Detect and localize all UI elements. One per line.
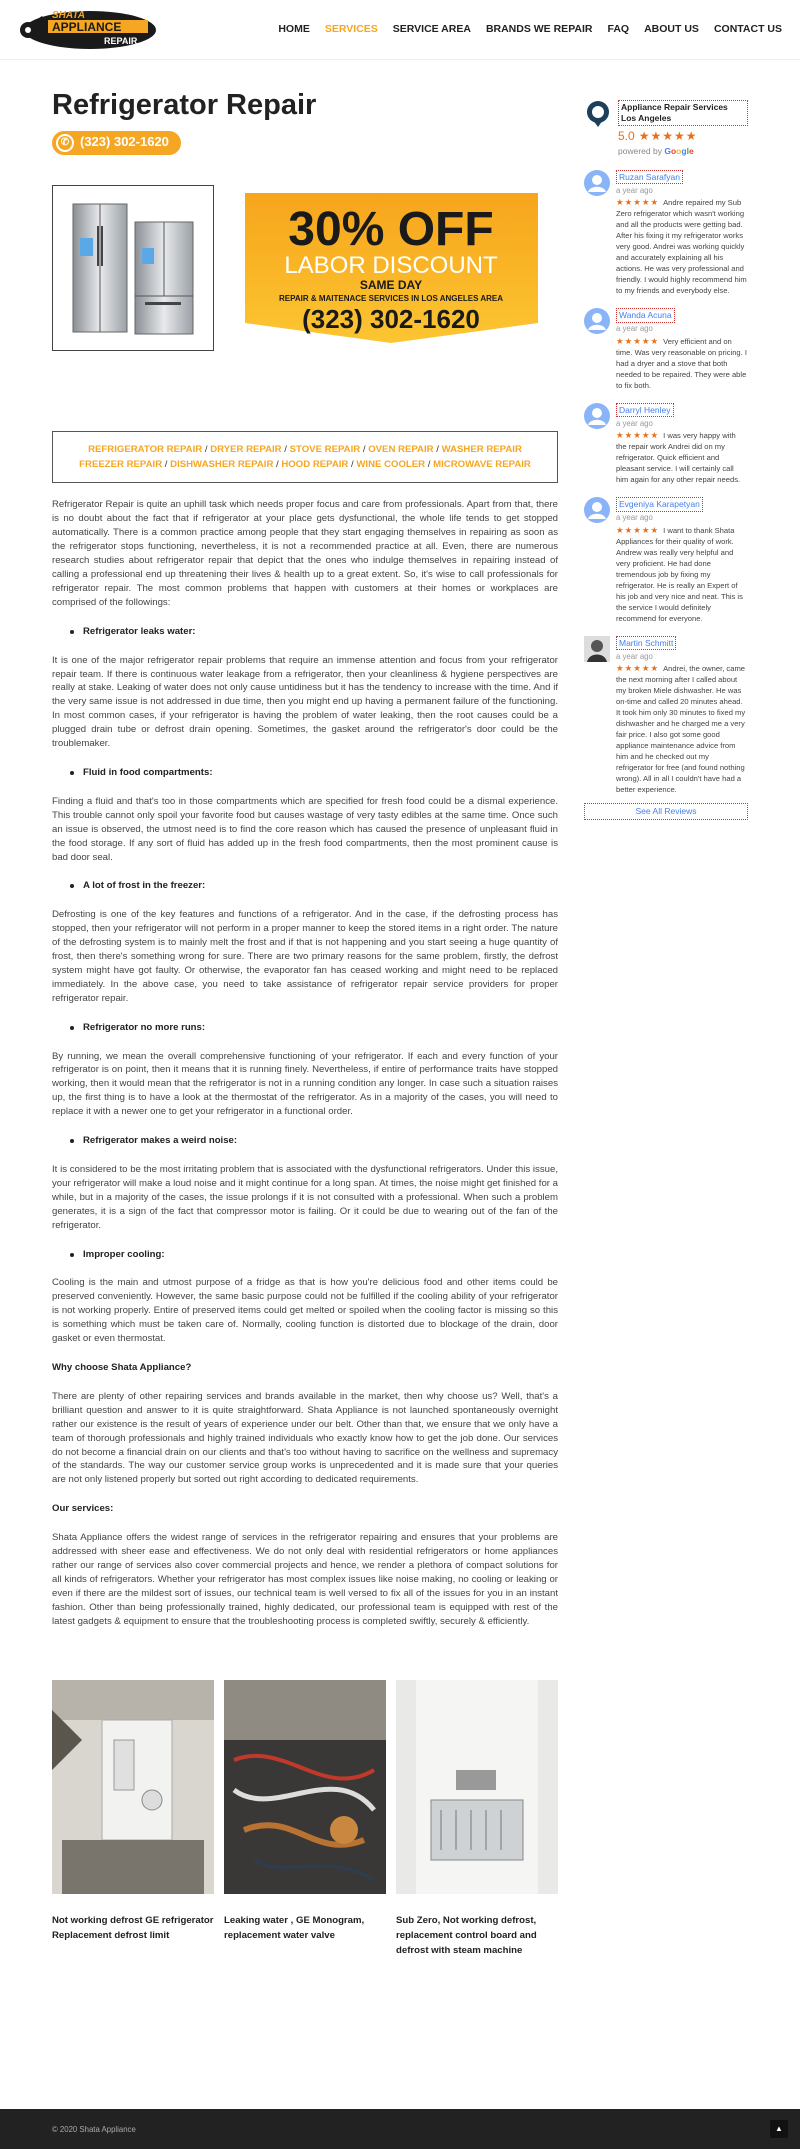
main-content <box>52 88 558 1959</box>
business-name[interactable]: Appliance Repair Services Los Angeles <box>618 100 748 126</box>
reviewer-name[interactable]: Wanda Acuna <box>616 308 675 322</box>
review-body <box>616 308 748 391</box>
site-header <box>0 0 800 60</box>
nav-faq[interactable]: FAQ <box>607 23 630 35</box>
photo-caption: Leaking water , GE Monogram, replacement water valve <box>224 1915 365 1942</box>
review-text <box>616 196 748 296</box>
nav-home[interactable]: HOME <box>278 23 310 35</box>
service-links-box <box>52 431 558 484</box>
problem-text: By running, we mean the overall comprehensive functioning of your refrigerator. If each and every function of your refrigerator is on point, then it means that it is running finely. Nevertheless, if entire of performance traits have stopped working, then it would mean that the refrigerator is not in a running condition any longer. In case such a situation raises up, the first thing is to have a look at the thermostat of the refrigerator. As in a majority of the cases, you will need to replace it with a newer one to get your refrigerator in a functional order. <box>52 1050 558 1118</box>
photo-card <box>224 1680 386 1959</box>
separator: / <box>425 459 434 471</box>
review-item <box>584 497 748 624</box>
problem-title: Refrigerator makes a weird noise: <box>83 1135 238 1147</box>
why-heading: Why choose Shata Appliance? <box>52 1361 192 1373</box>
reviewer-name[interactable]: Martin Schmitt <box>616 636 676 650</box>
review-content: Very efficient and on time. Was very reasonable on pricing. I had a dryer and a stove that both needed to be repaired. They were able to fix both. <box>616 336 747 390</box>
our-services-heading: Our services: <box>52 1503 114 1515</box>
problem-text: Cooling is the main and utmost purpose of a fridge as that is how you're delicious food and other items could be preserved conveniently. However, the same basic purpose could not be fulfilled if the cooling ability of your refrigerator is not working properly. Entire of preserved items could get melted or spoiled when the cooling factor is missing so this is something which must be taken care of. Normally, cooling function is distorted due to blockage of the drain, door gasket or even thermostat. <box>52 1277 558 1345</box>
powered-by-google: powered by Google <box>618 146 694 157</box>
phone-icon: ✆ <box>56 134 74 152</box>
bullet-icon <box>70 630 74 634</box>
service-link[interactable]: REFRIGERATOR REPAIR <box>88 443 203 455</box>
google-letter: l <box>686 146 689 157</box>
service-link[interactable]: MICROWAVE REPAIR <box>433 459 531 471</box>
rating-row <box>618 128 748 145</box>
google-letter: g <box>681 146 687 157</box>
reviewer-name[interactable]: Ruzan Sarafyan <box>616 170 683 184</box>
why-paragraph: There are plenty of other repairing services and brands available in the market, then why choose us? Well, that's a brilliant question and answer to it is quite straightforward. Shata Appliance is not launched spontaneously overnight rather our existence is the result of years of experience under our belt. Other than that, we ensure that we only have a team of thorough professionals and highly trained individuals who exactly know how to get the job done. Our services do not become a financial drain on our clients and that's too without having to sacrifice on the wellness and supremacy of the standards. The way our customer service group works is unprecedented and it is made sure that your queries are not only listened properly but sorted out right according to dedicated requirements. <box>52 1390 558 1486</box>
main-nav <box>278 22 782 37</box>
review-content: I want to thank Shata Appliances for their quality of work. Andrew was really very helpful and very proficient. He had done tremendous job by fixing my refrigerator. He is really an Expert of his job and very nice and neat. This is the service I would definitely recommend for everyone. <box>616 525 743 623</box>
copyright: © 2020 Shata Appliance <box>52 2125 136 2134</box>
problem-heading <box>70 1021 558 1035</box>
svg-text:SHATA: SHATA <box>52 10 85 21</box>
separator: / <box>348 459 357 471</box>
star-rating-icon: ★★★★★ <box>638 129 698 144</box>
business-header <box>584 100 748 158</box>
avatar-icon[interactable] <box>584 170 610 196</box>
photo-caption: Not working defrost GE refrigerator Replacement defrost limit <box>52 1915 214 1942</box>
svg-text:SAME DAY: SAME DAY <box>359 277 423 292</box>
problem-heading <box>70 1248 558 1262</box>
review-time: a year ago <box>616 651 653 661</box>
svg-text:(323) 302-1620: (323) 302-1620 <box>302 303 480 334</box>
problem-heading <box>70 766 558 780</box>
review-time: a year ago <box>616 418 653 428</box>
google-letter: G <box>664 146 671 157</box>
review-item <box>584 403 748 486</box>
service-link[interactable]: STOVE REPAIR <box>289 443 361 455</box>
review-body <box>616 170 748 297</box>
svg-text:30% OFF: 30% OFF <box>288 202 494 256</box>
review-text <box>616 429 748 485</box>
problem-text: It is one of the major refrigerator repair problems that require an immense attention and focus from your refrigerator repair team. If there is continuous water leakage from a refrigerator, then your cleanliness & hygiene perspectives are really at stake. Leaking of water does not only cause untidiness but it has the tendency to increase with the time. And if the very same issue is not addressed in due time, then you might end up having a permanent failure of the functioning. In most common cases, if your refrigerator is having the problem of water leaking, then the root causes could be a plugged drain tube or defrost drain opening. Sometimes, the gasket around the refrigerator's door could be the troublemaker. <box>52 654 558 750</box>
bullet-icon <box>70 1139 74 1143</box>
site-footer <box>0 2109 800 2149</box>
phone-number: (323) 302-1620 <box>80 134 169 150</box>
control-board-photo[interactable] <box>396 1680 558 1894</box>
nav-about-us[interactable]: ABOUT US <box>644 23 699 35</box>
problem-title: Improper cooling: <box>83 1248 165 1260</box>
nav-service-area[interactable]: SERVICE AREA <box>392 23 471 35</box>
scroll-top-icon[interactable]: ▲ <box>770 2120 788 2138</box>
nav-contact-us[interactable]: CONTACT US <box>713 23 782 35</box>
problem-text: It is considered to be the most irritating problem that is associated with the dysfunctional refrigerators. Under this issue, your refrigerator will make a loud noise and it might continue for a long span. At times, the noise might get finished for a while, but in a majority of the cases, the issue prolongs if it is not consulted with a professional. When such a problem generates, it is a sign of the fact that compressor motor is failing. Or it could be due to wearing out of the fan of the refrigerator. <box>52 1164 558 1231</box>
review-content: I was very happy with the repair work Andrei did on my refrigerator. Quick efficient and pleasant service. I will certainly call him again for any other repair needs. <box>616 431 741 485</box>
review-content: Andre repaired my Sub Zero refrigerator which wasn't working and all the products were getting bad. After his fixing it my refrigerator works very good. Andrei was working quickly and accurately explaining all his actions. He was very professional and friendly. I would highly recommend him to my friends and everybody else. <box>616 198 747 296</box>
bullet-icon <box>70 771 74 775</box>
review-text <box>616 524 748 624</box>
problem-title: Refrigerator no more runs: <box>83 1021 206 1033</box>
work-photos <box>52 1680 558 1959</box>
service-link[interactable]: HOOD REPAIR <box>281 459 349 471</box>
separator: / <box>281 443 290 455</box>
phone-button[interactable] <box>52 131 181 155</box>
reviews-list <box>584 170 748 796</box>
shata-logo[interactable] <box>18 8 158 52</box>
photo-card <box>396 1680 558 1959</box>
problem-heading <box>70 1134 558 1148</box>
bullet-icon <box>70 1253 74 1257</box>
avatar-icon[interactable] <box>584 403 610 429</box>
water-valve-photo[interactable] <box>224 1680 386 1894</box>
problem-title: A lot of frost in the freezer: <box>83 880 206 892</box>
review-text <box>616 335 748 391</box>
star-rating-icon: ★★★★★ <box>616 430 660 441</box>
review-time: a year ago <box>616 324 653 334</box>
service-link[interactable]: WINE COOLER <box>356 459 426 471</box>
hero-section <box>52 185 558 351</box>
reviewer-name[interactable]: Darryl Henley <box>616 403 674 417</box>
separator: / <box>433 443 442 455</box>
problem-title: Fluid in food compartments: <box>83 766 213 778</box>
google-letter: o <box>670 146 677 157</box>
star-rating-icon: ★★★★★ <box>616 197 660 207</box>
photo-caption: Sub Zero, Not working defrost, replacement control board and defrost with steam machine <box>396 1915 537 1957</box>
review-body <box>616 636 748 796</box>
refrigerator-image <box>52 185 214 351</box>
problem-heading <box>70 879 558 893</box>
service-link[interactable]: FREEZER REPAIR <box>79 459 163 471</box>
separator: / <box>360 443 369 455</box>
svg-text:REPAIR: REPAIR <box>104 36 138 46</box>
google-reviews-widget <box>584 100 748 820</box>
separator: / <box>162 459 171 471</box>
review-body <box>616 403 748 486</box>
google-letter: e <box>688 146 694 157</box>
page-title: Refrigerator Repair <box>52 89 317 121</box>
service-link[interactable]: WASHER REPAIR <box>441 443 522 455</box>
problem-text: Defrosting is one of the key features and functions of a refrigerator. And in the case, if the defrosting process has stopped, then your refrigerator will not perform in a proper manner to keep the stored items in a right order. The nature of the defrosting system is to mainly melt the frost and if that is not happening and you start seeing a huge quantity of frost, then there's something wrong for sure. There are two primary reasons for the same problem, firstly, the defrost system might have got faulty. Or otherwise, the evaporator fan has ceased working and might need to be replaced immediately. In the above case, you need to take assistance of refrigerator repair service providers for proper refrigerator repair. <box>52 909 558 1004</box>
problem-text: Finding a fluid and that's too in those compartments which are specified for fresh food could be a dismal experience. This trouble cannot only spoil your favorite food but causes wastage of very tasty edibles at the same time. Once such an issue is observed, the utmost need is to find the core reason which has caused the presence of unpleasant fluid in the food storage. If any sort of fluid has added up in the fresh food compartments, then the most prominent cause is bad door seal. <box>52 795 558 863</box>
problems-list <box>52 625 558 1346</box>
star-rating-icon: ★★★★★ <box>616 524 660 535</box>
avatar-icon[interactable] <box>584 308 610 334</box>
our-services-paragraph: Shata Appliance offers the widest range of services in the refrigerator repairing and ensures that your problems are addressed with sheer ease and effectiveness. We do not only deal with residential refrigerators or home appliances rather our range of services also cover commercial projects and hence, we render a plethora of compact solutions for all kinds of refrigerators. Whether your refrigerator has most complex issues like noise making, no cooling or leaking or even if there are the mildest sort of issues, our technical team is well versed to fix all of the issues for you in an instant fashion. Other than being professionally trained, highly dedicated, our professional team is equipped with rest of the latest gadgets & equipment to ensure that the troubleshooting process is completed swiftly, securely & efficiently. <box>52 1532 558 1627</box>
star-rating-icon: ★★★★★ <box>616 663 660 674</box>
review-text <box>616 662 748 795</box>
rating-value: 5.0 <box>618 129 635 144</box>
review-time: a year ago <box>616 185 653 195</box>
svg-text:LABOR DISCOUNT: LABOR DISCOUNT <box>284 251 498 279</box>
review-item <box>584 308 748 391</box>
review-item <box>584 636 748 796</box>
service-link[interactable]: DRYER REPAIR <box>210 443 282 455</box>
separator: / <box>273 459 282 471</box>
google-letter: o <box>676 146 682 157</box>
intro-paragraph: Refrigerator Repair is quite an uphill task which needs proper focus and care from professionals. Apart from that, there is no doubt about the fact that if refrigerator at your place gets dysfunctional, the whole life tends to get stopped automatically. There is a common practice among people that they start engaging themselves in repairing as soon as the refrigerator stops functioning, nevertheless, it is not a recommended practice at all. Even, there are numerous research studies about refrigerator repair that depict that the ones who indulge themselves in repairing instead of calling a professional end up threatening their lives & health up to a great extent. So, it's wise to call professionals for refrigerator repair. The most common problems that happen with customers at their homes or workplaces are comprised of the followings: <box>52 499 558 608</box>
discount-banner[interactable] <box>245 193 538 343</box>
problem-heading <box>70 625 558 639</box>
review-body <box>616 497 748 624</box>
service-link[interactable]: OVEN REPAIR <box>368 443 434 455</box>
avatar-icon[interactable] <box>584 497 610 523</box>
bullet-icon <box>70 884 74 888</box>
avatar-icon[interactable] <box>584 636 610 662</box>
svg-text:REPAIR & MAITENACE SERVICES IN: REPAIR & MAITENACE SERVICES IN LOS ANGELES AREA <box>278 293 504 303</box>
separator: / <box>202 443 211 455</box>
map-pin-icon <box>584 100 612 128</box>
star-rating-icon: ★★★★★ <box>616 335 660 346</box>
photo-card <box>52 1680 214 1959</box>
nav-brands-we-repair[interactable]: BRANDS WE REPAIR <box>485 23 593 35</box>
service-link[interactable]: DISHWASHER REPAIR <box>170 459 274 471</box>
nav-services[interactable]: SERVICES <box>324 23 378 35</box>
review-content: Andrei, the owner, came the next morning after I called about my broken Miele dishwasher. He was on-time and called 20 minutes ahead. It took him only 30 minutes to fixed my dishwasher and he charged me a very fair price. I also got some good appliance maintenance advice from him and he checked out my refrigerator for free (and found nothing wrong). All in all I couldn't have had a better experience. <box>616 664 746 795</box>
review-item <box>584 170 748 297</box>
bullet-icon <box>70 1026 74 1030</box>
google-logo <box>664 146 693 156</box>
reviewer-name[interactable]: Evgeniya Karapetyan <box>616 497 703 511</box>
defrost-limit-photo[interactable] <box>52 1680 214 1894</box>
svg-text:APPLIANCE: APPLIANCE <box>52 20 122 34</box>
problem-title: Refrigerator leaks water: <box>83 625 196 637</box>
review-time: a year ago <box>616 513 653 523</box>
see-all-reviews-link[interactable]: See All Reviews <box>584 803 748 819</box>
